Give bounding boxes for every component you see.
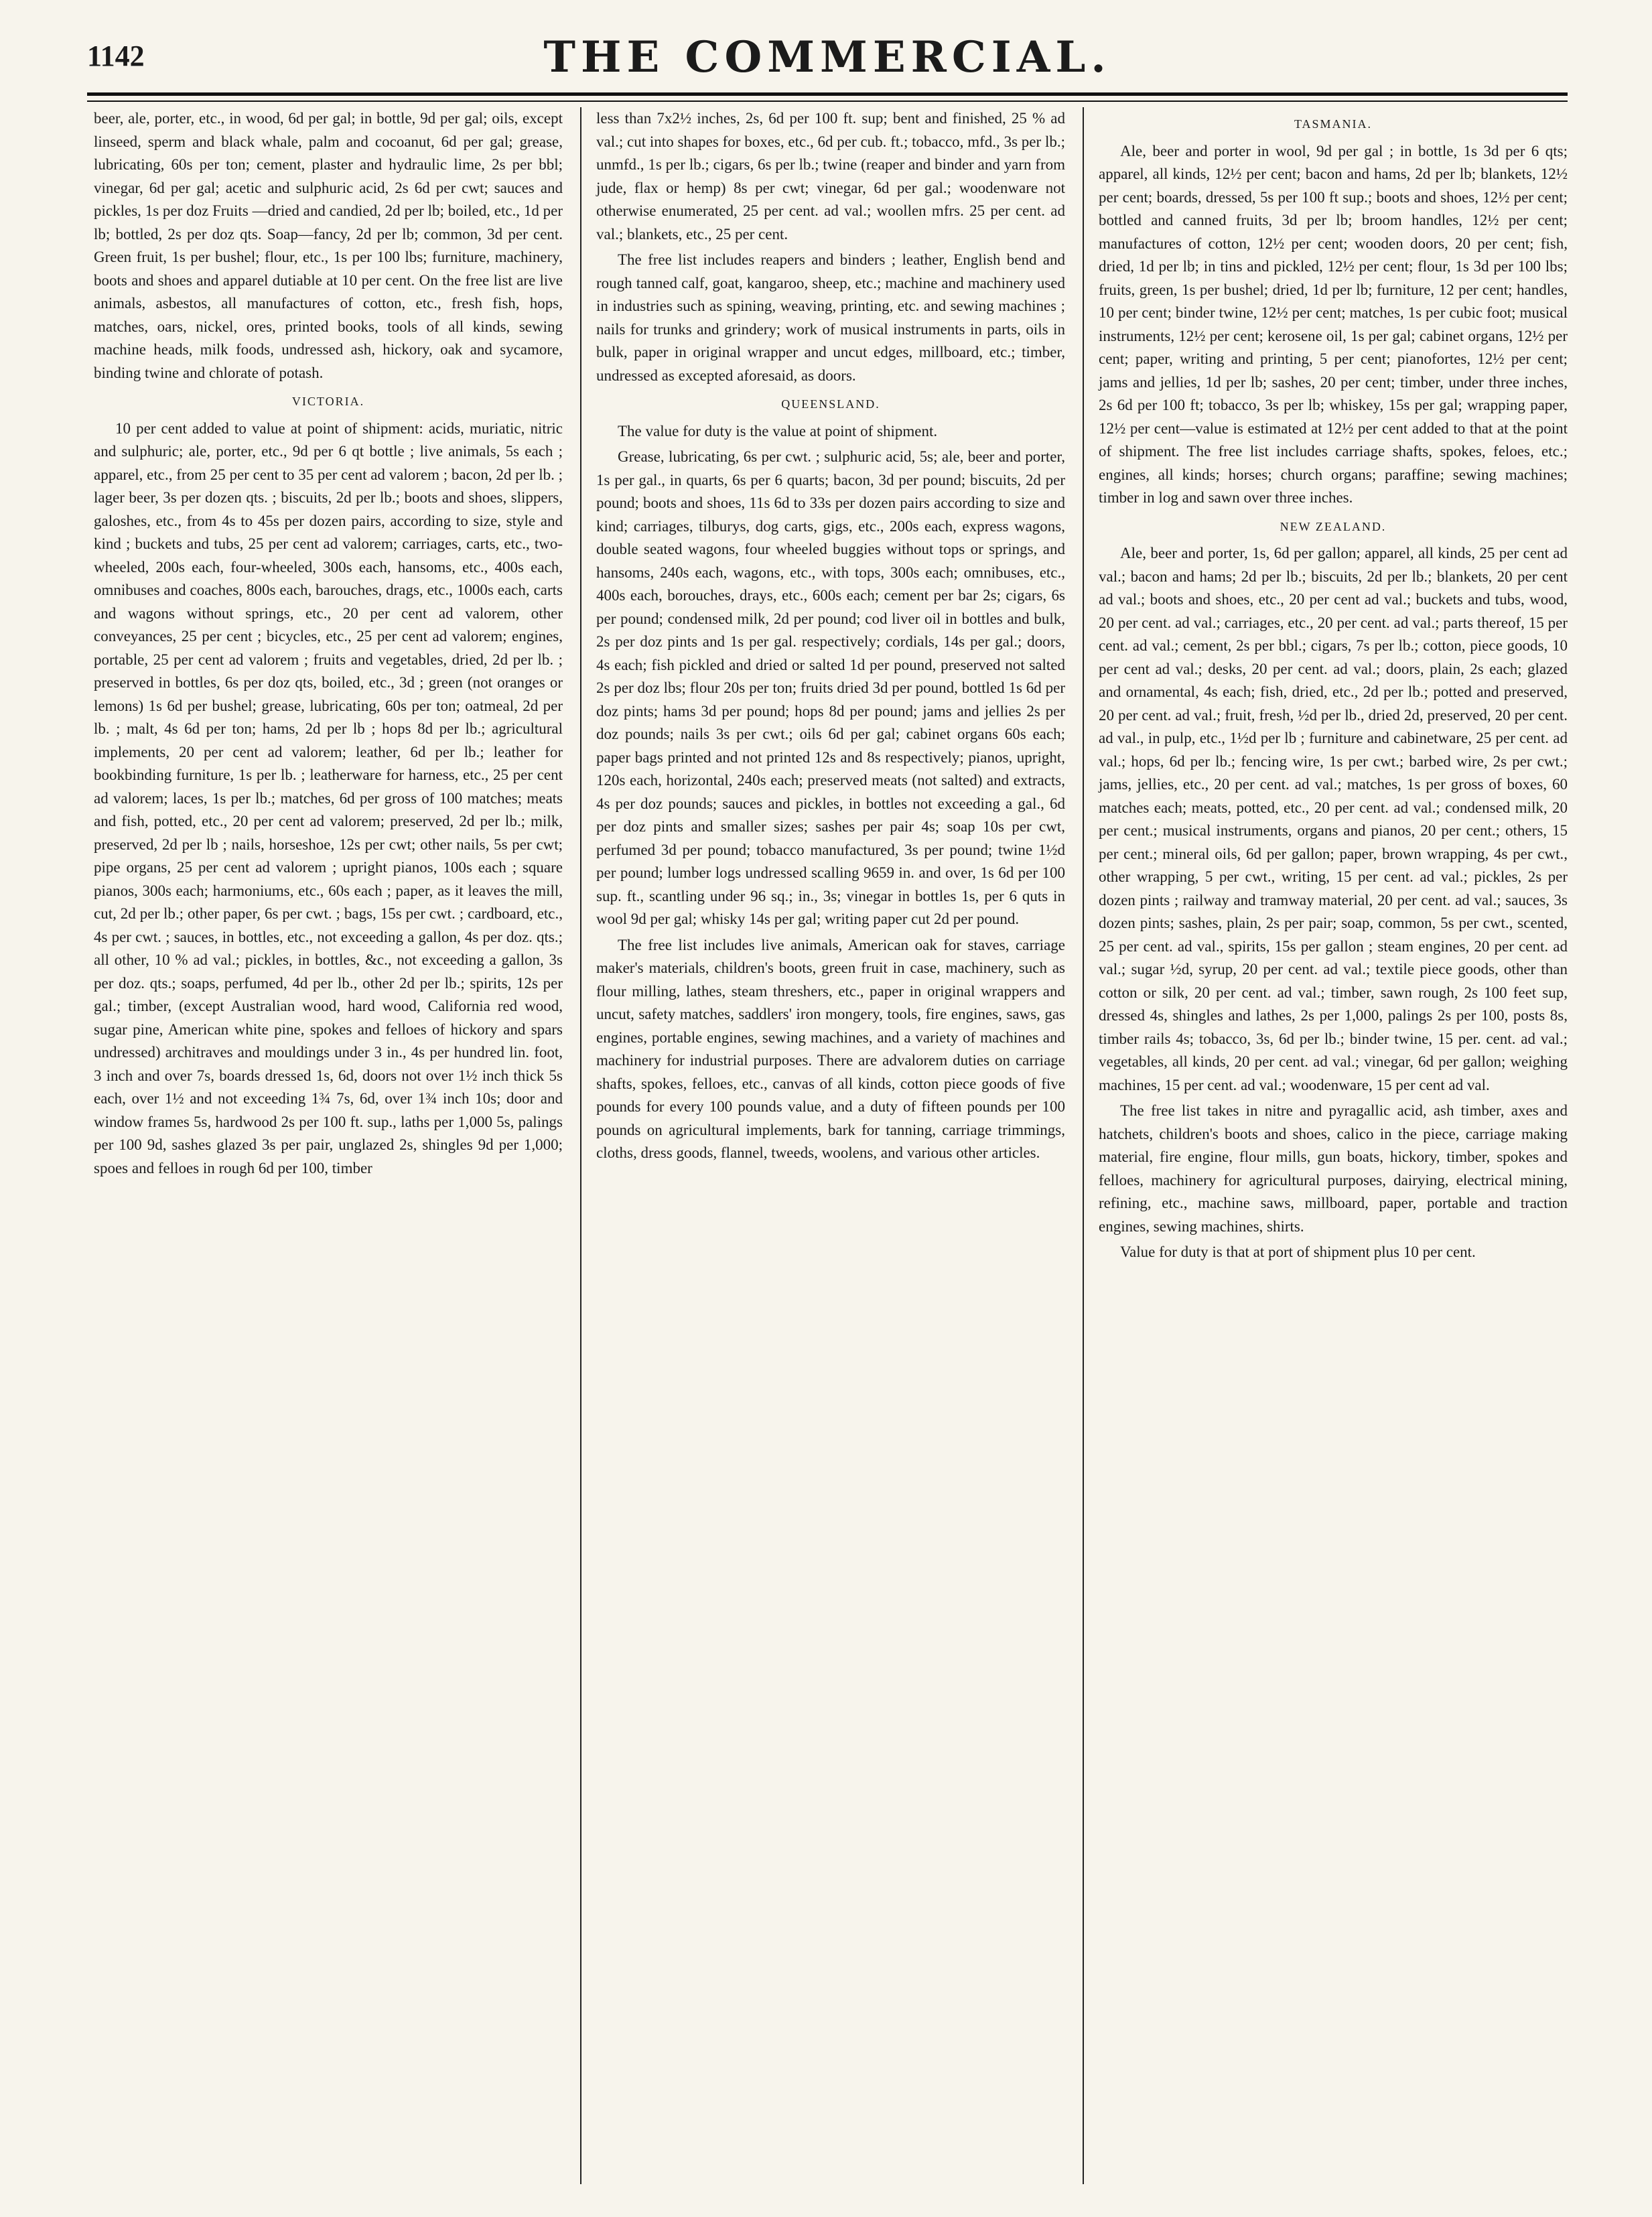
column-2 (596, 107, 1065, 2184)
section-heading-queensland: QUEENSLAND. (781, 397, 880, 411)
header-rule (87, 92, 1568, 102)
paragraph: Ale, beer and porter, 1s, 6d per gallon; apparel, all kinds, 25 per cent ad val.; bacon and hams; 2d per lb.; biscuits, 2d per lb.; blankets, 20 per cent ad val.; boots and shoes, etc., 20 per cent ad val.; buckets and tubs, wood, 20 per cent. ad val.; carriages, etc., 20 per cent. ad val.; parts thereof, 15 per cent. ad val.; cement, 2s per bbl.; cigars, 7s per lb.; cotton, piece goods, 10 per cent ad val.; desks, 20 per cent. ad val.; doors, plain, 2s each; glazed and ornamental, 4s each; fish, dried, etc., 2d per lb.; potted and preserved, 20 per cent. ad val.; fruit, fresh, ½d per lb., dried 2d, preserved, 20 per cent. ad val., in pulp, etc., 1½d per lb ; furniture and cabinetware, 25 per cent. ad val.; hops, 6d per lb.; fencing wire, 1s per cwt.; barbed wire, 2s per cwt.; jams, jellies, etc., 20 per cent. ad val.; matches, 1s per gross of boxes, 60 matches each; meats, potted, etc., 20 per cent. ad val.; condensed milk, 20 per cent.; musical instruments, organs and pianos, 20 per cent.; others, 15 per cent.; mineral oils, 6d per gallon; paper, brown wrapping, 4s per cwt., other wrapping, 5 per cwt., writing, 15 per cent. ad val.; pickles, 2s per dozen pints ; railway and tramway material, 20 per cent. ad val.; sauces, 3s dozen pints; sashes, plain, 2s per pair; soap, common, 5s per cwt., scented, 25 per cent. ad val., spirits, 15s per gallon ; steam engines, 20 per cent. ad val.; sugar ½d, syrup, 20 per cent. ad val.; textile piece goods, other than cotton or silk, 20 per cent. ad val.; timber, sawn rough, 2s 100 feet sup, dressed 4s, shingles and lathes, 2s per 1,000, palings 2s per 100, posts 8s, timber rails 4s; tobacco, 3s, 6d per lb.; binder twine, 15 per. cent. ad val.; vegetables, all kinds, 20 per cent. ad val.; vinegar, 6d per gallon; weighing machines, 15 per cent. ad val.; woodenware, 15 per cent ad val. (1099, 545, 1568, 1093)
paragraph: 10 per cent added to value at point of shipment: acids, muriatic, nitric and sulphuric; ale, porter, etc., 9d per 6 qt bottle ; live animals, 5s each ; apparel, etc., from 25 per cent to 35 per cent ad valorem ; bacon, 2d per lb. ; lager beer, 3s per dozen qts. ; biscuits, 2d per lb.; boots and shoes, slippers, galoshes, etc., from 4s to 45s per dozen pairs, according to size, style and kind ; buckets and tubs, 25 per cent ad valorem; carriages, carts, etc., two-wheeled, 200s each, four-wheeled, 300s each, hansoms, etc., 400s each, omnibuses and coaches, 800s each, barouches, drags, etc., 1000s each, carts and wagons without springs, etc., 20 per cent ad valorem, other conveyances, 25 per cent ; bicycles, etc., 25 per cent ad valorem; engines, portable, 25 per cent ad valorem ; fruits and vegetables, dried, 2d per lb. ; preserved in bottles, 6s per doz qts, boiled, etc., 3d ; green (not oranges or lemons) 1s 6d per bushel; grease, lubricating, 60s per ton; oatmeal, 2d per lb. ; malt, 4s 6d per ton; hams, 2d per lb ; hops 8d per lb.; agricultural implements, 20 per cent ad valorem; leather, 6d per lb.; leather for bookbinding furniture, 1s per lb. ; leatherware for harness, etc., 25 per cent ad valorem; laces, 1s per lb.; matches, 6d per gross of 100 matches; meats and fish, potted, etc., 20 per cent ad valorem; preserved, 2d per lb.; milk, preserved, 2d per lb ; nails, horseshoe, 12s per cwt; other nails, 5s per cwt; pipe organs, 25 per cent ad valorem ; upright pianos, 100s each ; square pianos, 300s each; harmoniums, etc., 60s each ; paper, as it leaves the mill, cut, 2d per lb.; other paper, 6s per cwt. ; bags, 15s per cwt. ; cardboard, etc., 4s per cwt. ; sauces, in bottles, etc., not exceeding a gallon, 4s per doz. qts.; all other, 10 % ad val.; pickles, in bottles, &c., not exceeding a gallon, 3s per doz. qts.; soaps, perfumed, 4d per lb., other 2d per lb.; spirits, 12s per gal.; timber, (except Australian wood, hard wood, California red wood, sugar pine, American white pine, spokes and felloes of hickory and spars undressed) architraves and mouldings under 3 in., 4s per hundred lin. foot, 3 inch and over 7s, boards dressed 1s, 6d, doors not over 1½ inch thick 5s each, over 1½ and not exceeding 1¾ 7s, 6d, over 1¾ inch 10s; door and window frames 5s, hardwood 2s per 100 ft. sup., laths per 1,000 5s, palings per 100 9d, sashes glazed 3s per pair, unglazed 2s, shingles 9d per 1,000; spoes and felloes in rough 6d per 100, timber (94, 419, 563, 1177)
paragraph: The value for duty is the value at point of shipment. (618, 422, 938, 440)
paragraph: Value for duty is that at port of shipment plus 10 per cent. (1120, 1244, 1476, 1260)
column-divider (580, 107, 581, 2184)
section-heading-new-zealand: NEW ZEALAND. (1280, 519, 1387, 533)
paragraph: The free list takes in nitre and pyragallic acid, ash timber, axes and hatchets, children's boots and shoes, calico in the piece, carriage making material, fire engine, flour mills, gun boats, hickory, timber, spokes and felloes, machinery for agricultural purposes, dairying, electrical mining, refining, etc., machine saws, millboard, paper, portable and traction engines, sewing machines, shirts. (1099, 1102, 1568, 1235)
column-1 (94, 107, 563, 2184)
paragraph: Ale, beer and porter in wool, 9d per gal ; in bottle, 1s 3d per 6 qts; apparel, all kinds, 12½ per cent; bacon and hams, 2d per lb; blankets, 12½ per cent; boards, dressed, 5s per 100 ft sup.; boots and shoes, 12½ per cent; bottled and canned fruits, 3d per lb; broom handles, 12½ per cent; manufactures of cotton, 12½ per cent; wooden doors, 20 per cent; fish, dried, 1d per lb; in tins and pickled, 12½ per cent; flour, 1s 3d per 100 lbs; fruits, green, 1s per bushel; dried, 1d per lb; furniture, 12 per cent; handles, 10 per cent; binder twine, 12½ per cent; matches, 1s per cubic foot; musical instruments, 12½ per cent; kerosene oil, 1s per gal; cabinet organs, 12½ per cent; paper, writing and printing, 5 per cent; pianofortes, 12½ per cent; jams and jellies, 1d per lb; sashes, 20 per cent; timber, under three inches, 2s 6d per 100 ft; tobacco, 3s per lb; whiskey, 15s per gal; wrapping paper, 12½ per cent—value is estimated at 12½ per cent added to that at the point of shipment. The free list includes carriage shafts, spokes, feloes, etc.; engines, all kinds; horses; church organs; paraffine; sewing machines; timber in log and sawn over three inches. (1099, 142, 1568, 506)
page-header (87, 32, 1568, 86)
page-number: 1142 (87, 40, 145, 72)
section-heading-victoria: VICTORIA. (291, 395, 365, 408)
paragraph: Grease, lubricating, 6s per cwt. ; sulphuric acid, 5s; ale, beer and porter, 1s per gal., in quarts, 6s per 6 quarts; bacon, 3d per pound; biscuits, 2d per pound; boots and shoes, 11s 6d to 33s per dozen pairs according to size and kind; carriages, tilburys, dog carts, gigs, etc., 200s each, express wagons, double seated wagons, four wheeled buggies without tops or springs, and hansoms, 240s each, wagons, etc., with tops, 300s each; omnibuses, etc., 400s each, borouches, drays, etc., 600s each; cement per bar 2s; cigars, 6s per pound; condensed milk, 2d per pound; cod liver oil in bottles and bulk, 2s per doz pints and 1s per gal. respectively; cordials, 14s per gal.; doors, 4s each; fish pickled and dried or salted 1d per pound, preserved not salted 2s per doz lbs; flour 20s per ton; fruits dried 3d per pound, bottled 1s 6d per doz pints; hams 3d per pound; hops 8d per pound; jams and jellies 2s per doz pounds; nails 3s per cwt.; oils 6d per gal; cabinet organs 60s each; paper bags printed and not printed 12s and 8s respectively; pianos, upright, 120s each, horizontal, 240s each; preserved meats (not salted) and extracts, 4s per doz pounds; sauces and pickles, in bottles not exceeding a gal., 6d per doz pints and smaller sizes; sashes per pair 4s; soap 10s per cwt, perfumed 3d per pound; tobacco manufactured, 3s per pound; twine 1½d per pound; lumber logs undressed scalling 9659 in. and over, 1s 6d per 100 sup. ft., scantling under 96 sq.; in., 3s; vinegar in bottles 1s, per 6 quts in wool 9d per gal; whisky 14s per gal; writing paper cut 2d per pound. (596, 448, 1065, 927)
paragraph: less than 7x2½ inches, 2s, 6d per 100 ft. sup; bent and finished, 25 % ad val.; cut into shapes for boxes, etc., 6d per cub. ft.; tobacco, mfd., 3s per lb.; unmfd., 1s per lb.; cigars, 6s per lb.; twine (reaper and binder and yarn from jude, flax or hemp) 8s per cwt; vinegar, 6d per gal.; woodenware not otherwise enumerated, 25 per cent. ad val.; woollen mfrs. 25 per cent. ad val.; blankets, etc., 25 per cent. (596, 110, 1065, 243)
column-3 (1099, 107, 1568, 2184)
paragraph: The free list includes reapers and binders ; leather, English bend and rough tanned calf, goat, kangaroo, sheep, etc.; machine and machinery used in industries such as spining, weaving, printing, etc. and sewing machines ; nails for trunks and grindery; work of musical instruments in parts, oils in bulk, paper in original wrapper and uncut edges, millboard, etc.; timber, undressed as excepted aforesaid, as doors. (596, 251, 1065, 384)
masthead-title: THE COMMERCIAL. (543, 32, 1111, 82)
paragraph: The free list includes live animals, American oak for staves, carriage maker's materials, children's boots, green fruit in case, machinery, such as flour milling, lathes, steam threshers, etc., paper in original wrappers and uncut, safety matches, saddlers' iron mongery, tools, fire engines, saws, gas engines, portable engines, sewing machines, and a variety of machines and machinery for industrial purposes. There are advalorem duties on carriage shafts, spokes, felloes, etc., canvas of all kinds, cotton piece goods of five pounds for every 100 pounds value, and a duty of fifteen pounds per 100 pounds on agricultural implements, bark for tanning, carriage trimmings, cloths, dress goods, flannel, tweeds, woolens, and various other articles. (596, 936, 1065, 1161)
paragraph: beer, ale, porter, etc., in wood, 6d per gal; in bottle, 9d per gal; oils, except linseed, sperm and black whale, palm and cocoanut, 6d per gal; grease, lubricating, 60s per ton; cement, plaster and hydraulic lime, 2s per bbl; vinegar, 6d per gal; acetic and sulphuric acid, 2s 6d per cwt; sauces and pickles, 1s per doz Fruits —dried and candied, 2d per lb; boiled, etc., 1d per lb; bottled, 2s per doz qts. Soap—fancy, 2d per lb; common, 3d per cent. Green fruit, 1s per bushel; flour, etc., 1s per 100 lbs; furniture, machinery, boots and shoes and apparel dutiable at 10 per cent. On the free list are live animals, asbestos, all manufactures of cotton, etc., fresh fish, hops, matches, oars, nickel, ores, printed books, tools of all kinds, sewing machine heads, milk foods, undressed ash, hickory, oak and sycamore, binding twine and chlorate of potash. (94, 110, 563, 381)
section-heading-tasmania: TASMANIA. (1294, 117, 1373, 131)
column-divider (1083, 107, 1084, 2184)
